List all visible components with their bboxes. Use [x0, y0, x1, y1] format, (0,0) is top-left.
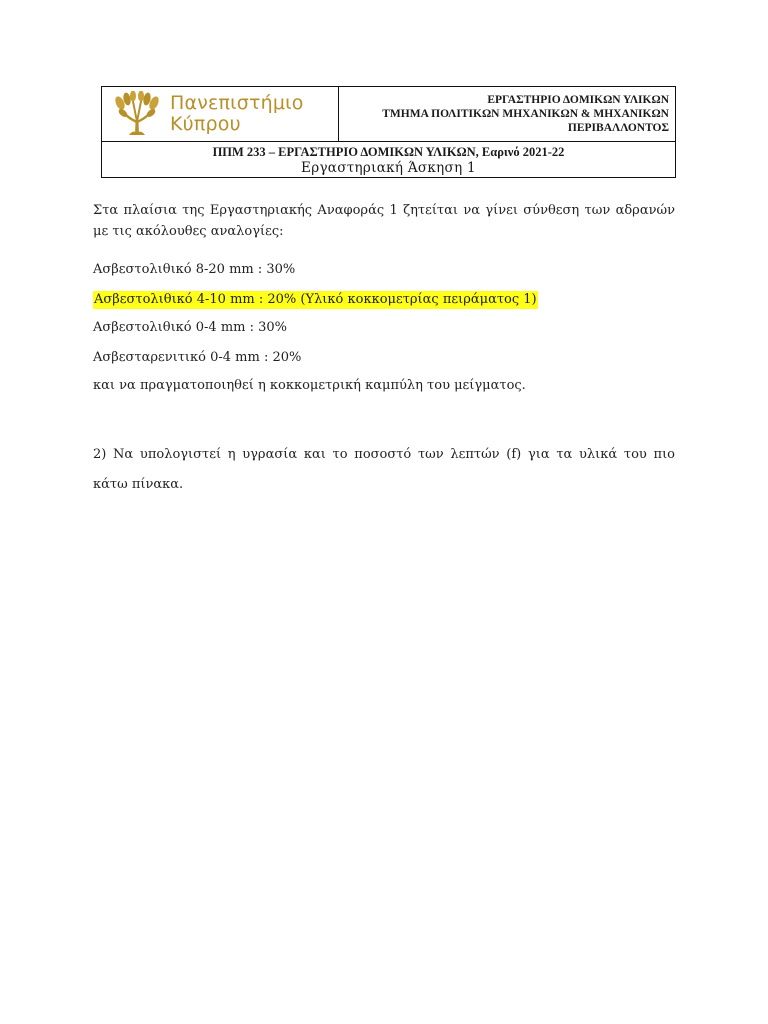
part2-paragraph: 2) Να υπολογιστεί η υγρασία και το ποσοστό των λεπτών (f) για τα υλικά του πιο κάτω πίνακα. — [93, 447, 675, 492]
intro-paragraph: Στα πλαίσια της Εργαστηριακής Αναφοράς 1 ζητείται να γίνει σύνθεση των αδρανών με τις ακόλουθες αναλογίες: — [93, 203, 675, 239]
university-name-line1: Πανεπιστήμιο — [170, 92, 304, 114]
header-table — [101, 86, 676, 178]
ratio-item-limestone-8-20 — [93, 261, 295, 279]
course-title: ΠΠΜ 233 – ΕΡΓΑΣΤΗΡΙΟ ΔΟΜΙΚΩΝ ΥΛΙΚΩΝ, Εαρινό 2021-22 — [212, 145, 565, 159]
header-top-row — [102, 87, 675, 142]
ratio-item-limestone-0-4 — [93, 319, 287, 337]
conclusion-text: και να πραγματοποιηθεί η κοκκομετρική καμπύλη του μείγματος. — [93, 378, 526, 393]
exercise-title: Εργαστηριακή Άσκηση 1 — [301, 160, 476, 176]
lab-info-cell — [339, 87, 675, 141]
university-tree-logo-icon — [112, 91, 162, 137]
ratio-item-calcarenite-0-4 — [93, 349, 301, 367]
lab-name: ΕΡΓΑΣΤΗΡΙΟ ΔΟΜΙΚΩΝ ΥΛΙΚΩΝ — [487, 94, 669, 106]
ratio-text: Ασβεστολιθικό 0-4 mm : 30% — [93, 320, 288, 335]
ratio-text: Ασβεστολιθικό 8-20 mm : 30% — [93, 262, 296, 277]
university-name — [170, 93, 304, 135]
department-name-line1: ΤΜΗΜΑ ΠΟΛΙΤΙΚΩΝ ΜΗΧΑΝΙΚΩΝ & ΜΗΧΑΝΙΚΩΝ — [382, 108, 669, 120]
department-name-line2: ΠΕΡΙΒΑΛΛΟΝΤΟΣ — [567, 122, 669, 134]
logo-cell — [102, 87, 339, 141]
ratio-item-limestone-4-10 — [93, 291, 538, 309]
ratio-text-highlighted: Ασβεστολιθικό 4-10 mm : 20% (Υλικό κοκκομετρίας πειράματος 1) — [94, 292, 537, 307]
university-name-line2: Κύπρου — [170, 113, 241, 135]
conclusion-line — [93, 377, 526, 395]
document-body — [93, 200, 675, 492]
ratio-text: Ασβεσταρενιτικό 0-4 mm : 20% — [93, 350, 302, 365]
header-bottom-row — [102, 142, 675, 178]
